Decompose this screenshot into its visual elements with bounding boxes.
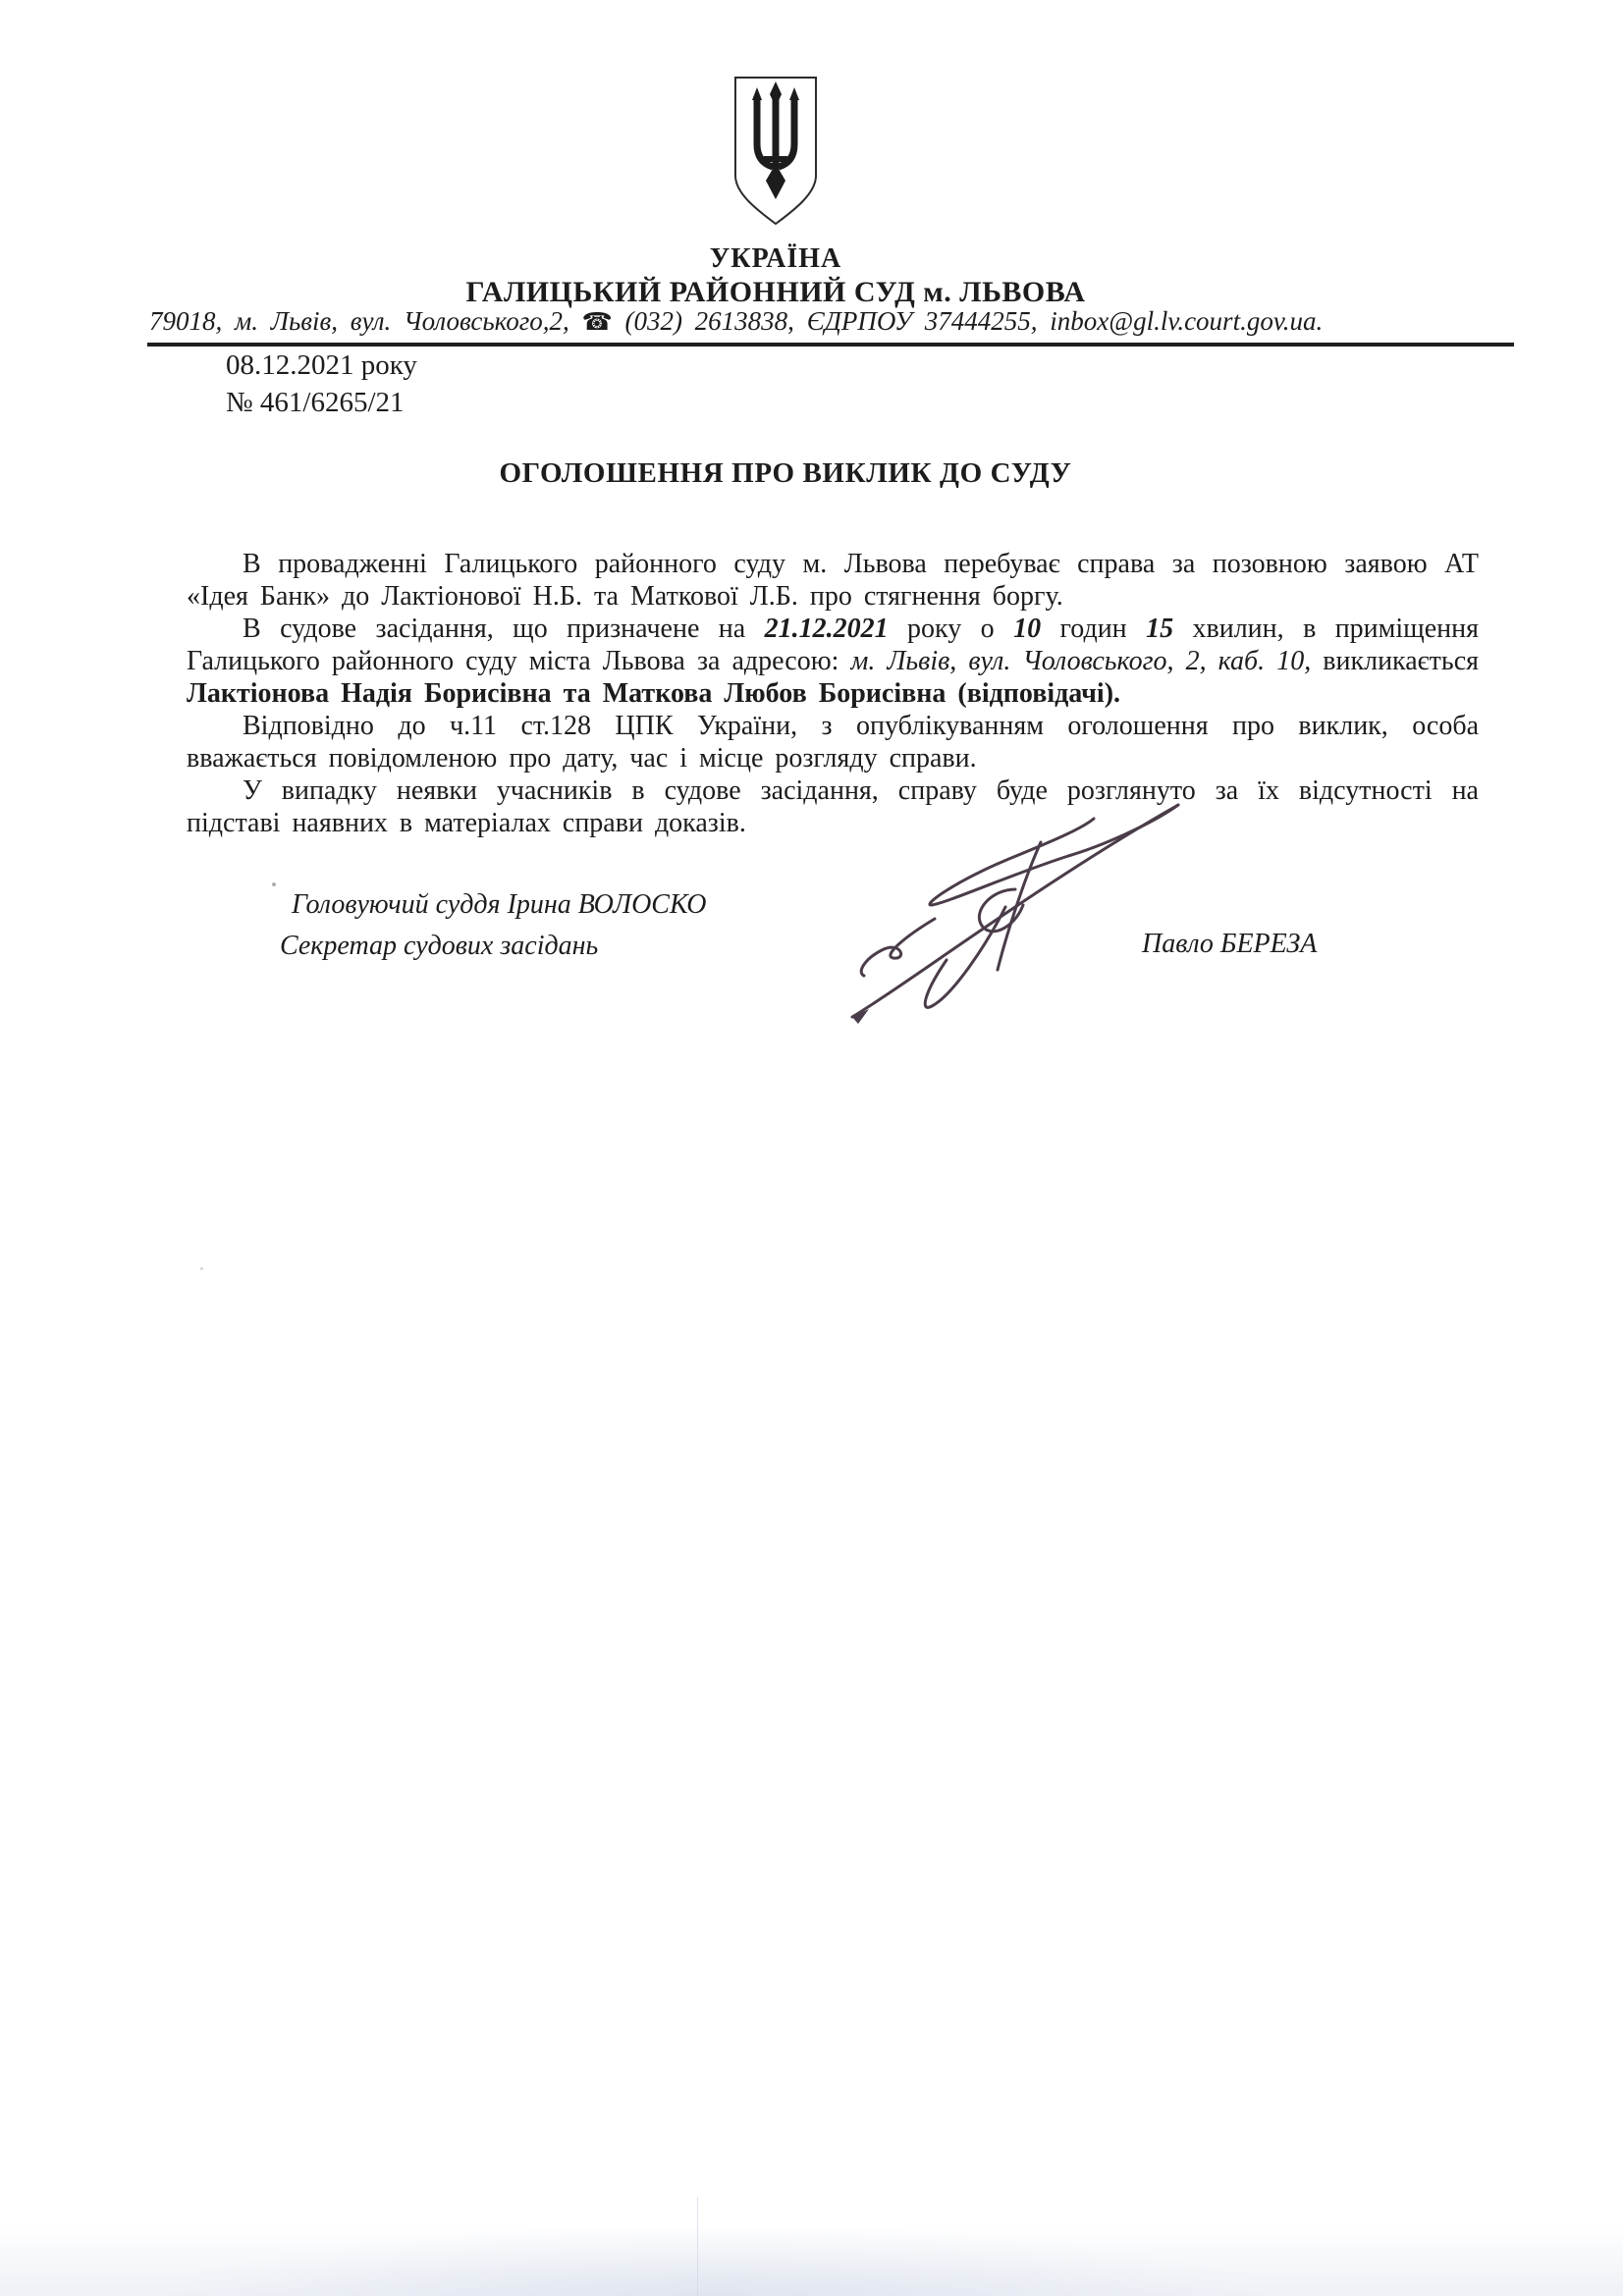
header-divider xyxy=(147,343,1514,347)
court-name: ГАЛИЦЬКИЙ РАЙОННИЙ СУД м. ЛЬВОВА xyxy=(465,276,1086,308)
hearing-text: року о xyxy=(888,614,1014,644)
paragraph-case-info: В провадженні Галицького районного суду м. Львова перебуває справа за позовною заявою АТ «Ідея Банк» до Лактіонової Н.Б. та Маткової Л.Б. про стягнення боргу. xyxy=(187,549,1479,612)
signer-name: Павло БЕРЕЗА xyxy=(1142,929,1318,959)
court-contact-line xyxy=(149,306,1514,337)
court-registry-code: ЄДРПОУ 37444255, xyxy=(806,306,1038,336)
document-body xyxy=(187,548,1479,839)
hearing-minutes: 15 xyxy=(1146,614,1174,644)
defendants-names: Лактіонова Надія Борисівна та Маткова Любов Борисівна (відповідачі). xyxy=(187,678,1121,709)
signature-block xyxy=(280,884,706,967)
hearing-text: викликається xyxy=(1311,646,1479,676)
country-name: УКРАЇНА xyxy=(709,243,842,274)
case-number: № 461/6265/21 xyxy=(226,387,405,418)
paragraph-legal-basis: Відповідно до ч.11 ст.128 ЦПК України, з опублікуванням оголошення про виклик, особа вважається повідомленою про дату, час і місце розгляду справи. xyxy=(187,711,1479,774)
hearing-hours: 10 xyxy=(1013,614,1042,644)
ukraine-trident-emblem-icon xyxy=(731,73,820,230)
paragraph-absence-warning: У випадку неявки учасників в судове засідання, справу буде розглянуто за їх відсутності на підставі наявних в матеріалах справи доказів. xyxy=(187,775,1479,838)
letterhead xyxy=(0,243,1551,309)
court-email: inbox@gl.lv.court.gov.ua. xyxy=(1050,306,1324,336)
scan-streak xyxy=(697,2197,698,2296)
hearing-address: м. Львів, вул. Чоловського, 2, каб. 10, xyxy=(850,646,1312,676)
phone-icon: ☎ xyxy=(581,307,613,336)
document-date: 08.12.2021 року xyxy=(226,349,417,381)
hearing-text: В судове засідання, що призначене на xyxy=(243,614,765,644)
hearing-text: хвилин, в приміщення Галицького районного суду міста Львова за адресою: xyxy=(187,614,1479,676)
court-phone: (032) 2613838, xyxy=(624,306,794,336)
secretary-line: Секретар судових засідань xyxy=(280,931,599,961)
hearing-text: годин xyxy=(1041,614,1147,644)
scan-speck xyxy=(200,1267,203,1270)
handwritten-signature-icon xyxy=(837,791,1182,1029)
document-title: ОГОЛОШЕННЯ ПРО ВИКЛИК ДО СУДУ xyxy=(499,457,1072,489)
judge-line: Головуючий суддя Ірина ВОЛОСКО xyxy=(292,889,707,920)
court-address: 79018, м. Львів, вул. Чоловського,2, xyxy=(149,306,569,336)
scan-noise-band xyxy=(0,2225,1623,2296)
paragraph-hearing-info xyxy=(187,613,1479,710)
hearing-date: 21.12.2021 xyxy=(764,614,889,644)
scan-speck xyxy=(272,882,276,886)
